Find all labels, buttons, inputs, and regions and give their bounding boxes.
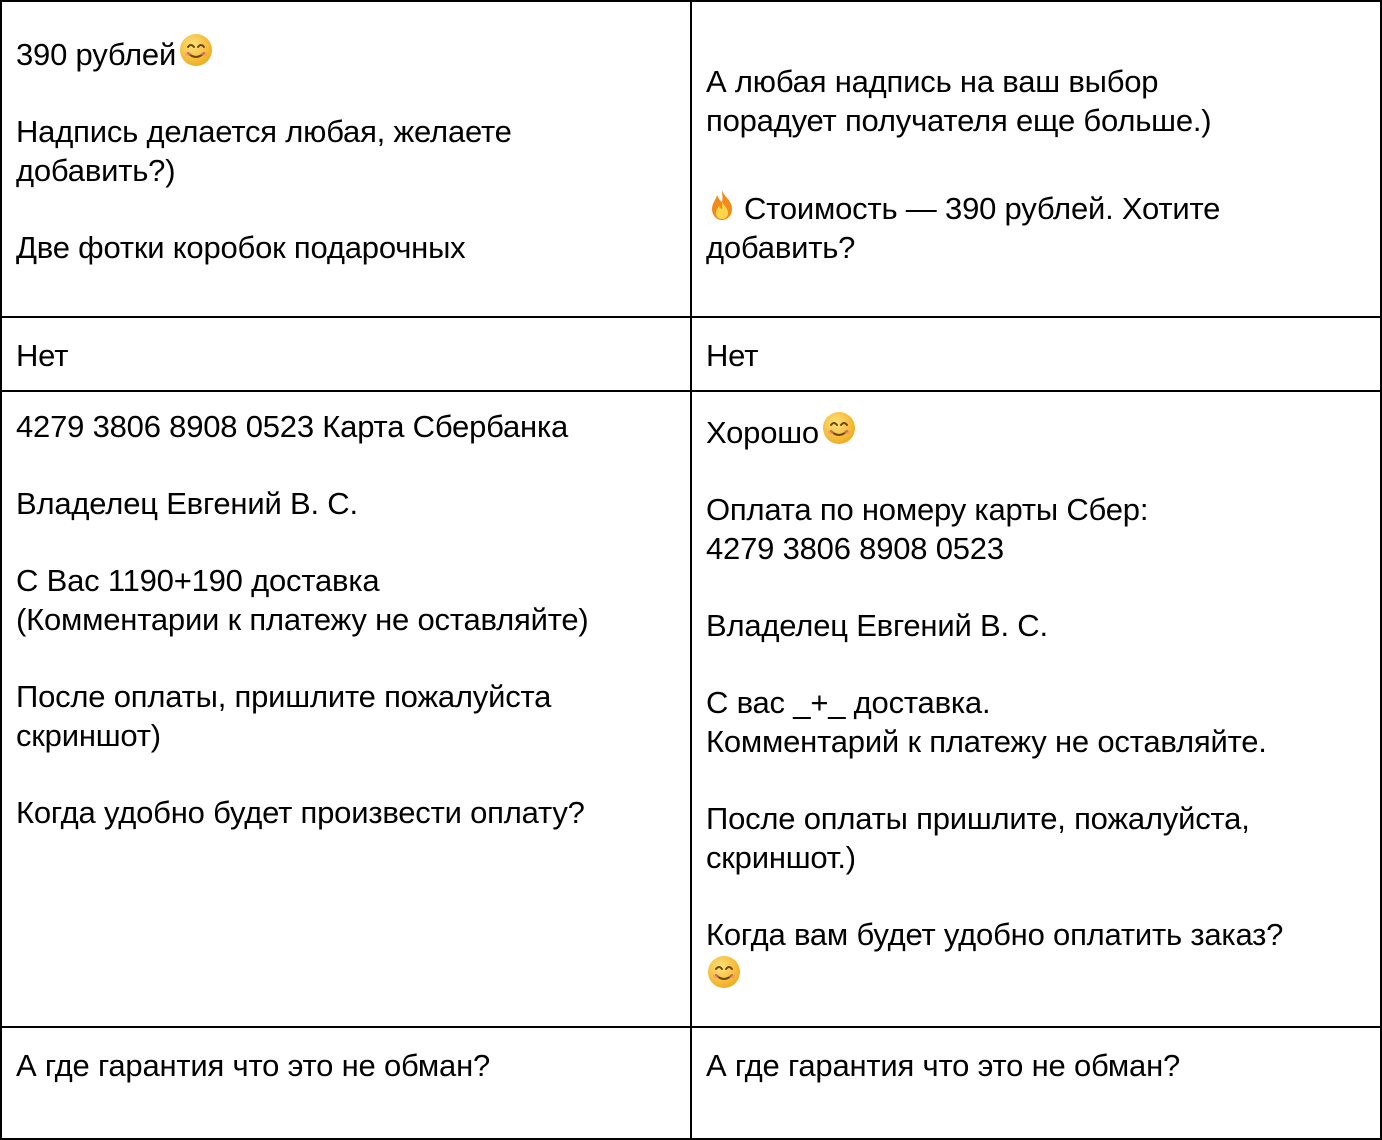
table-cell-left	[2, 2, 692, 316]
smiling-face-icon	[178, 32, 214, 68]
text-line: Оплата по номеру карты Сбер:	[706, 492, 1149, 527]
text-line: Когда удобно будет произвести оплату?	[16, 795, 585, 830]
table-cell-right	[692, 392, 1382, 1026]
fire-icon	[706, 188, 738, 222]
smiling-face-icon	[706, 954, 742, 990]
table-cell-left	[2, 1028, 692, 1138]
text-line: (Комментарии к платежу не оставляйте)	[16, 602, 589, 637]
text-line: После оплаты, пришлите пожалуйста	[16, 679, 552, 714]
text-line: Стоимость — 390 рублей. Хотите	[744, 191, 1221, 226]
table-row	[2, 1028, 1382, 1140]
card-number-text: 4279 3806 8908 0523	[706, 531, 1004, 566]
table-row	[2, 2, 1382, 318]
price-text: 390 рублей	[16, 37, 177, 72]
text-line: Владелец Евгений В. С.	[706, 608, 1048, 643]
text-line: С Вас 1190+190 доставка	[16, 563, 380, 598]
smiling-face-icon	[821, 410, 857, 446]
table-cell-left	[2, 392, 692, 1026]
text-line: А где гарантия что это не обман?	[16, 1048, 491, 1083]
text-line: А где гарантия что это не обман?	[706, 1048, 1181, 1083]
text-line: добавить?	[706, 230, 856, 265]
table-cell-right	[692, 1028, 1382, 1138]
text-line: скриншот)	[16, 718, 161, 753]
table-row	[2, 392, 1382, 1028]
text-line: скриншот.)	[706, 840, 856, 875]
table-cell-right	[692, 2, 1382, 316]
text-line: После оплаты пришлите, пожалуйста,	[706, 801, 1250, 836]
text-line: Две фотки коробок подарочных	[16, 230, 466, 265]
text-line: Комментарий к платежу не оставляйте.	[706, 724, 1267, 759]
text-line: Когда вам будет удобно оплатить заказ?	[706, 917, 1284, 952]
text-line: Владелец Евгений В. С.	[16, 486, 358, 521]
text-line: Хорошо	[706, 415, 819, 450]
text-line: С вас _+_ доставка.	[706, 685, 991, 720]
text-line: Нет	[706, 338, 759, 373]
table-row	[2, 318, 1382, 392]
card-number-text: 4279 3806 8908 0523 Карта Сбербанка	[16, 409, 569, 444]
text-line: Надпись делается любая, желаете	[16, 114, 512, 149]
text-line: порадует получателя еще больше.)	[706, 103, 1212, 138]
text-line: Нет	[16, 338, 69, 373]
table-cell-left	[2, 318, 692, 390]
text-line: А любая надпись на ваш выбор	[706, 64, 1159, 99]
table-cell-right	[692, 318, 1382, 390]
text-line: добавить?)	[16, 153, 176, 188]
